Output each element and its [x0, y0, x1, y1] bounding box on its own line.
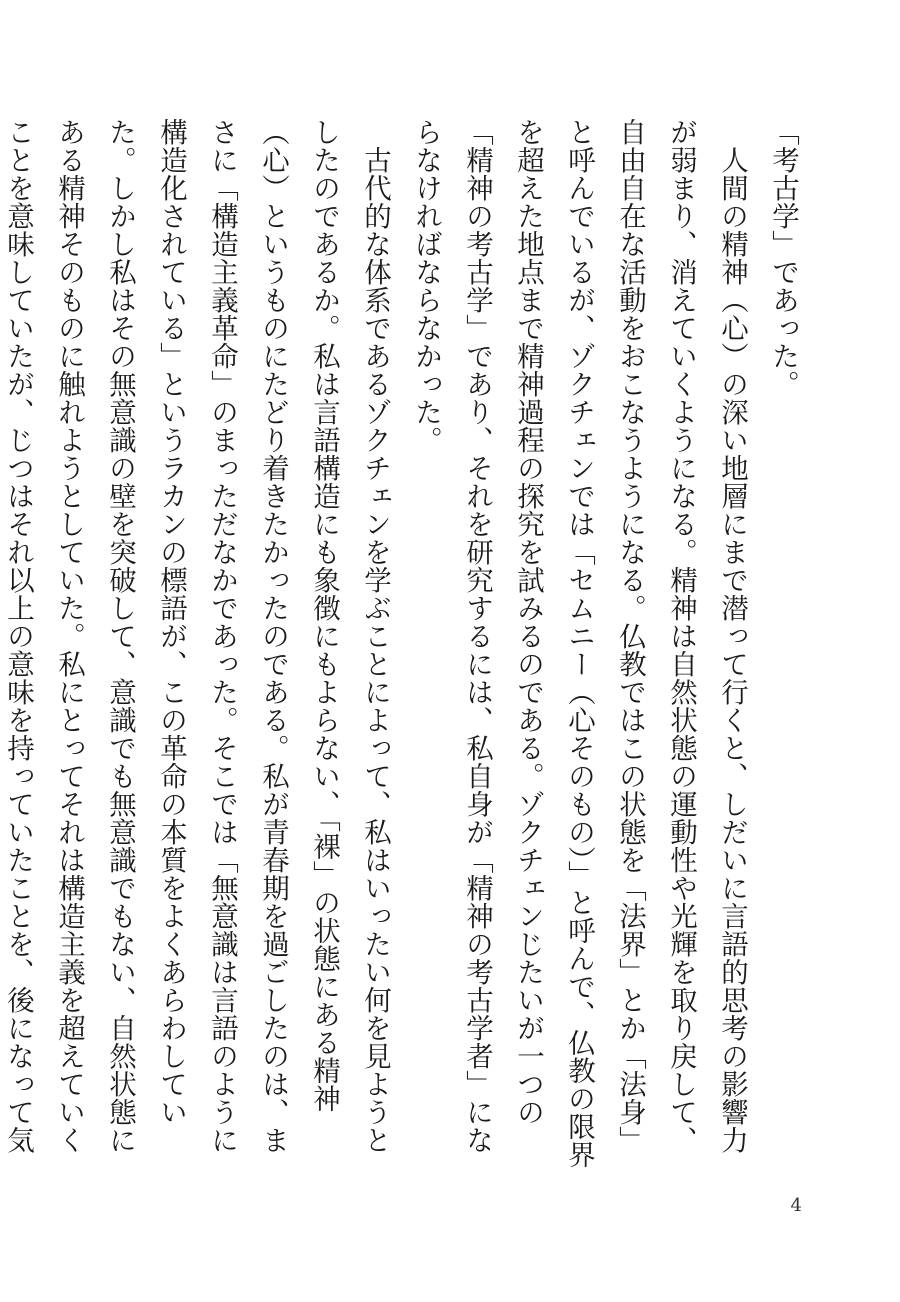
- paragraph-3: 古代的な体系であるゾクチェンを学ぶことによって、私はいったい何を見ようとしたのであるか。私は言語構造にも象徴にもよらない、「裸」の状態にある精神（心）というものにたどり着きたかったのである。私が青春期を過ごしたのは、まさに「構造主義革命」のまっただなかであった。そこでは「無意識は言語のように構造化されている」というラカンの標語が、この革命の本質をよくあらわしていた。しかし私はその無意識の壁を突破して、意識でも無意識でもない、自然状態にある精神そのものに触れようとしていた。私にとってそれは構造主義を超えていくことを意味していたが、じつはそれ以上の意味を持っていたことを、後になって気: [2, 118, 391, 1154]
- body-text: [2, 118, 808, 1178]
- paragraph-1: 「考古学」であった。: [767, 118, 799, 398]
- page-number: 4: [790, 1195, 802, 1216]
- paragraph-2: 人間の精神（心）の深い地層にまで潜って行くと、しだいに言語的思考の影響力が弱まり、消えていくようになる。精神は自然状態の運動性や光輝を取り戻して、自由自在な活動をおこなうようになる。仏教ではこの状態を「法界」とか「法身」と呼んでいるが、ゾクチェンでは「セムニー（心そのもの）」と呼んで、仏教の限界を超えた地点まで精神過程の探究を試みるのである。ゾクチェンじたいが一つの「精神の考古学」であり、それを研究するには、私自身が「精神の考古学者」にならなければならなかった。: [410, 118, 748, 1169]
